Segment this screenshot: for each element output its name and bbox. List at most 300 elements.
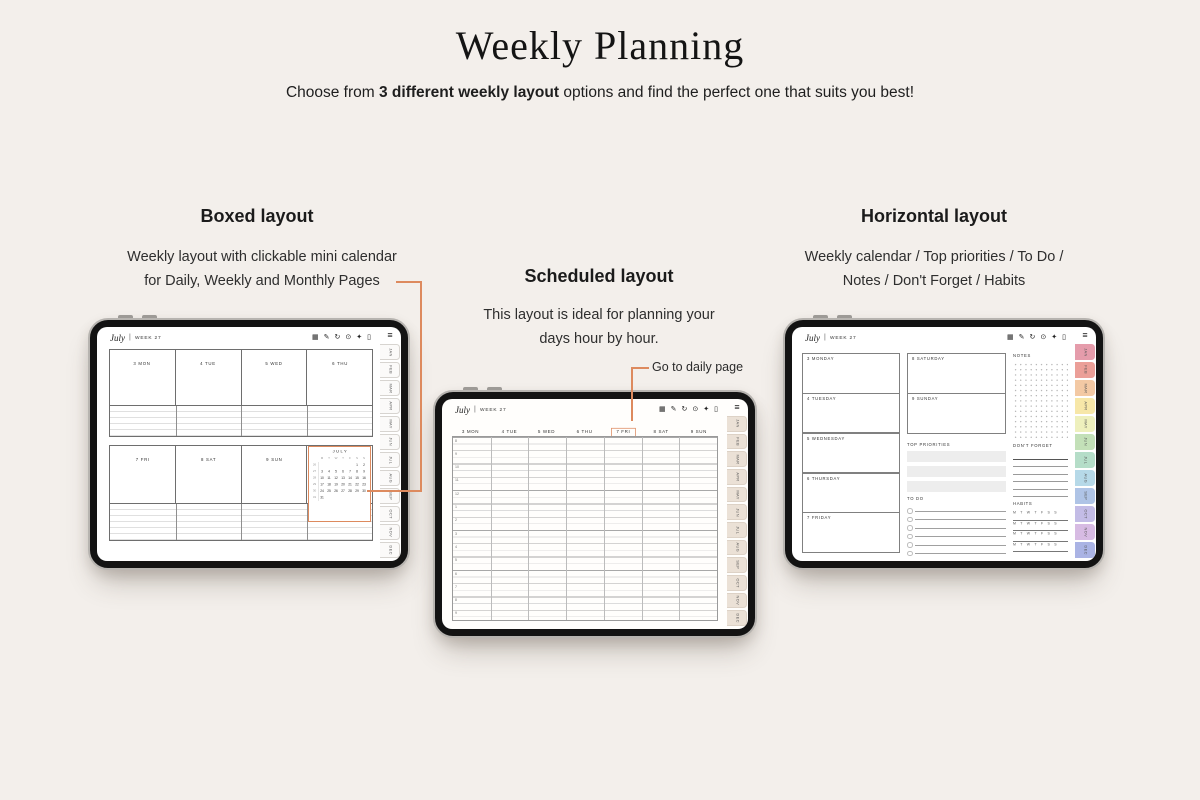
month-tab-label: AUG (734, 542, 739, 553)
mini-cal-weekday: T (328, 457, 331, 460)
mini-calendar[interactable] (308, 446, 371, 522)
habit-days-label: M T W T F S S (1013, 511, 1059, 515)
mini-cal-day-20[interactable]: 20 (341, 483, 346, 487)
habit-row[interactable] (1013, 531, 1068, 542)
dont-forget-line (1013, 490, 1068, 498)
volume-button (463, 387, 478, 390)
mini-cal-day-3[interactable]: 3 (321, 470, 324, 474)
pen-icon[interactable]: ✎ (1018, 334, 1025, 341)
month-tab-jul[interactable] (1075, 452, 1095, 468)
day-label: 5 WED (265, 362, 283, 367)
month-tab-label: JUL (1083, 455, 1087, 465)
month-tab-label: DEC (1083, 545, 1087, 555)
habit-row[interactable] (1013, 542, 1068, 553)
checkbox-circle[interactable] (907, 517, 913, 523)
day-cell-4-tue[interactable] (176, 350, 242, 405)
volume-button (118, 315, 133, 318)
header-separator: | (824, 334, 826, 341)
week-row-1 (110, 350, 372, 406)
mini-cal-day-4[interactable]: 4 (328, 470, 331, 474)
day-col-7-fri[interactable] (604, 421, 642, 435)
day-label: 8 SAT (200, 458, 216, 463)
month-tab-label: JUN (734, 507, 739, 517)
habits-tracker (1013, 510, 1068, 552)
volume-button (813, 315, 828, 318)
day-col-8-sat[interactable] (642, 421, 680, 435)
month-tab-oct[interactable] (1075, 506, 1095, 522)
month-tab-label: NOV (734, 595, 739, 606)
mini-cal-weekday: M (321, 457, 324, 460)
grid-separator (307, 406, 308, 436)
grid-separator (307, 504, 308, 540)
grid-separator (176, 406, 177, 436)
month-tab-jan[interactable] (380, 344, 400, 360)
day-label: 5 WEDNESDAY (807, 436, 845, 441)
month-tab-label: MAY (734, 489, 739, 500)
month-tab-jul[interactable] (380, 452, 400, 468)
header-separator: | (474, 406, 476, 413)
month-tab-label: OCT (734, 578, 739, 588)
mini-cal-day-19[interactable]: 19 (334, 483, 339, 487)
day-cell-5-wed[interactable] (242, 350, 308, 405)
planner-header (442, 399, 722, 420)
month-tab-nov[interactable] (727, 593, 747, 609)
weekend-boxes (907, 353, 1006, 434)
month-tab-label: APR (387, 401, 392, 411)
day-box-4-tuesday[interactable] (802, 393, 900, 434)
month-tab-apr[interactable] (380, 398, 400, 414)
volume-button (487, 387, 502, 390)
day-label: 3 MON (462, 430, 480, 435)
hour-label: 3 (455, 531, 457, 536)
month-tab-label: OCT (1083, 509, 1087, 519)
month-tab-label: SEP (734, 560, 739, 570)
month-tab-dec[interactable] (1075, 542, 1095, 558)
month-tab-label: NOV (387, 527, 392, 537)
subtitle-prefix: Choose from (285, 84, 379, 101)
go-to-daily-page-callout: Go to daily page (652, 360, 744, 374)
day-col-6-thu[interactable] (566, 421, 604, 435)
month-tab-jul[interactable] (727, 522, 747, 538)
mini-calendar-body (309, 447, 370, 521)
mini-cal-day-empty (361, 495, 368, 502)
month-tab-label: MAY (387, 419, 392, 429)
mini-cal-day-22[interactable]: 22 (355, 483, 360, 487)
month-tab-aug[interactable] (727, 540, 747, 556)
month-link[interactable]: July (110, 332, 125, 343)
pen-icon[interactable]: ✎ (323, 334, 330, 341)
mini-cal-week-number: 26 (311, 462, 319, 469)
habit-days-label: M T W T F S S (1013, 542, 1059, 546)
month-tab-nov[interactable] (380, 524, 400, 540)
hour-label: 6 (455, 571, 457, 576)
dont-forget-label: DON'T FORGET (1013, 444, 1053, 449)
month-tab-label: NOV (1083, 527, 1087, 537)
horizontal-desc-line1: Weekly calendar / Top priorities / To Do / (804, 249, 1064, 265)
planner-header (97, 327, 375, 348)
tablet-horizontal (783, 318, 1105, 570)
checkbox-circle[interactable] (907, 542, 913, 548)
hour-label: 2 (455, 518, 457, 523)
priority-field[interactable] (907, 466, 1006, 477)
month-tab-aug[interactable] (380, 470, 400, 486)
month-tab-mar[interactable] (727, 451, 747, 467)
boxed-connector-line (420, 281, 422, 492)
calendar-icon[interactable]: ▦ (1007, 334, 1014, 341)
month-tab-sep[interactable] (1075, 488, 1095, 504)
day-box-8-saturday[interactable] (907, 353, 1006, 394)
mini-cal-day-13[interactable]: 13 (341, 476, 346, 480)
mini-cal-day-6[interactable]: 6 (342, 470, 345, 474)
volume-button (837, 315, 852, 318)
scheduled-week-grid (452, 421, 718, 621)
dont-forget-line (1013, 452, 1068, 460)
month-tab-label: MAR (387, 383, 392, 393)
menu-icon[interactable]: ≡ (387, 330, 393, 340)
month-tab-label: JAN (734, 419, 739, 429)
month-tab-apr[interactable] (1075, 398, 1095, 414)
mini-cal-day-29[interactable]: 29 (355, 489, 360, 493)
month-tab-column (1075, 330, 1095, 558)
month-tab-feb[interactable] (380, 362, 400, 378)
day-header-row (452, 421, 718, 435)
mini-cal-day-28[interactable]: 28 (348, 489, 353, 493)
grid-separator (176, 504, 177, 540)
day-label: 9 SUN (265, 458, 283, 463)
day-label: 8 SATURDAY (912, 357, 945, 362)
subtitle-bold: 3 different weekly layout (379, 84, 560, 101)
notes-label: NOTES (1013, 354, 1031, 359)
mini-cal-day-15[interactable]: 15 (355, 476, 360, 480)
habit-row[interactable] (1013, 521, 1068, 532)
month-tab-feb[interactable] (1075, 362, 1095, 378)
horizontal-desc-line2: Notes / Don't Forget / Habits (842, 273, 1026, 289)
mini-cal-day-16[interactable]: 16 (362, 476, 367, 480)
mini-cal-day-18[interactable]: 18 (327, 483, 332, 487)
mini-cal-week-number: 30 (311, 488, 319, 495)
to-do-row (907, 548, 1006, 557)
day-box-9-sunday[interactable] (907, 393, 1006, 434)
to-do-row (907, 505, 1006, 514)
month-tab-apr[interactable] (727, 469, 747, 485)
month-tab-nov[interactable] (1075, 524, 1095, 540)
horizontal-layout-description (774, 245, 1094, 293)
boxed-week-grid (109, 349, 373, 551)
month-tab-label: MAR (734, 454, 739, 465)
day-label: 5 WED (538, 430, 556, 435)
grid-separator (491, 437, 492, 620)
month-tab-label: FEB (387, 365, 392, 375)
day-label: 3 MONDAY (807, 357, 835, 362)
clock-icon[interactable]: ⊙ (1040, 334, 1047, 341)
page-icon[interactable]: ▯ (1062, 334, 1066, 341)
month-tab-label: JUL (387, 455, 392, 465)
notes-dot-grid[interactable] (1013, 362, 1068, 438)
month-tab-aug[interactable] (1075, 470, 1095, 486)
month-tab-label: JAN (387, 347, 392, 357)
day-label: 6 THU (577, 430, 593, 435)
mini-cal-day-26[interactable]: 26 (334, 489, 339, 493)
to-do-list (907, 505, 1006, 556)
page-icon[interactable]: ▯ (714, 406, 718, 413)
month-tab-jun[interactable] (727, 504, 747, 520)
menu-icon[interactable]: ≡ (734, 402, 740, 412)
weekday-column (802, 353, 900, 553)
checkbox-circle[interactable] (907, 551, 913, 557)
day-cell-6-thu[interactable] (307, 350, 372, 405)
habit-days-label: M T W T F S S (1013, 521, 1059, 525)
day-box-5-wednesday[interactable] (802, 433, 900, 474)
month-tab-mar[interactable] (380, 380, 400, 396)
page-icon[interactable]: ▯ (367, 334, 371, 341)
checkbox-circle[interactable] (907, 525, 913, 531)
header-icons (659, 406, 718, 413)
mini-cal-day-2[interactable]: 2 (363, 463, 366, 467)
week-label: WEEK 27 (134, 335, 162, 340)
scheduled-connector-line (631, 367, 633, 421)
clock-icon[interactable]: ⊙ (345, 334, 352, 341)
hour-label: 1 (455, 505, 457, 509)
pen-icon[interactable]: ✎ (670, 406, 677, 413)
volume-button (142, 315, 157, 318)
top-priorities-list (907, 451, 1006, 492)
sync-icon[interactable]: ↻ (1029, 334, 1036, 341)
day-label: 6 THURSDAY (807, 476, 841, 481)
mini-cal-day-30[interactable]: 30 (362, 489, 367, 493)
checkbox-circle[interactable] (907, 534, 913, 540)
day-label: 7 FRI (611, 428, 636, 437)
planner-header (792, 327, 1070, 348)
month-tab-label: MAY (1083, 419, 1087, 429)
month-tab-jan[interactable] (727, 416, 747, 432)
to-do-row (907, 514, 1006, 523)
hour-label: 8 (455, 598, 457, 602)
calendar-icon[interactable]: ▦ (312, 334, 319, 341)
month-tab-label: APR (1083, 401, 1087, 411)
grid-separator (528, 437, 529, 620)
month-tab-label: APR (734, 472, 739, 482)
month-link[interactable]: July (805, 332, 820, 343)
month-tab-dec[interactable] (727, 610, 747, 626)
mini-cal-day-27[interactable]: 27 (341, 489, 346, 493)
calendar-icon[interactable]: ▦ (659, 406, 666, 413)
horizontal-week-grid (802, 353, 1068, 553)
day-label: 4 TUE (200, 362, 217, 367)
mini-cal-weekday: W (334, 457, 338, 460)
grid-separator (241, 406, 242, 436)
page-title: Weekly Planning (455, 23, 745, 68)
hour-label: 9 (455, 611, 457, 616)
sparkle-icon[interactable]: ✦ (703, 406, 710, 413)
hour-label: 10 (455, 465, 459, 469)
day-col-5-wed[interactable] (528, 421, 566, 435)
month-tab-label: FEB (734, 437, 739, 446)
day-box-3-monday[interactable] (802, 353, 900, 394)
to-do-row (907, 522, 1006, 531)
sparkle-icon[interactable]: ✦ (1051, 334, 1058, 341)
mini-cal-day-10[interactable]: 10 (320, 476, 325, 480)
mini-cal-day-14[interactable]: 14 (348, 476, 353, 480)
boxed-desc-line2: for Daily, Weekly and Monthly Pages (144, 273, 380, 289)
planner-screen-boxed (97, 327, 401, 561)
grid-separator (679, 437, 680, 620)
hour-label: 8 (455, 438, 457, 443)
day-col-4-tue[interactable] (490, 421, 528, 435)
subtitle-suffix: options and find the perfect one that suits you best! (559, 84, 915, 101)
month-tab-sep[interactable] (727, 557, 747, 573)
month-tab-oct[interactable] (727, 575, 747, 591)
day-box-6-thursday[interactable] (802, 473, 900, 514)
horizontal-layout-heading: Horizontal layout (860, 206, 1007, 226)
mini-cal-day-12[interactable]: 12 (334, 476, 339, 480)
month-tab-mar[interactable] (1075, 380, 1095, 396)
priority-field[interactable] (907, 451, 1006, 462)
mini-cal-day-5[interactable]: 5 (335, 470, 338, 474)
mini-cal-day-9[interactable]: 9 (363, 470, 366, 474)
mini-cal-day-11[interactable]: 11 (327, 476, 331, 480)
scheduled-desc-line2: days hour by hour. (539, 331, 659, 347)
scheduled-layout-heading: Scheduled layout (524, 266, 674, 286)
month-tab-label: SEP (387, 491, 392, 501)
day-label: 8 SAT (653, 430, 669, 435)
hour-label: 7 (455, 584, 457, 589)
grid-separator (642, 437, 643, 620)
grid-separator (566, 437, 567, 620)
dont-forget-line (1013, 467, 1068, 475)
mini-cal-day-25[interactable]: 25 (327, 489, 332, 493)
grid-separator (241, 504, 242, 540)
dont-forget-line (1013, 460, 1068, 468)
priority-field[interactable] (907, 481, 1006, 492)
day-label: 7 FRIDAY (807, 516, 832, 521)
checkbox-circle[interactable] (907, 508, 913, 514)
month-tab-may[interactable] (1075, 416, 1095, 432)
dont-forget-line (1013, 482, 1068, 490)
boxed-connector-line (396, 281, 422, 283)
page-subtitle (0, 84, 1200, 102)
month-tab-column (380, 330, 400, 558)
month-tab-feb[interactable] (727, 434, 747, 450)
habits-label: HABITS (1013, 502, 1033, 507)
week-label: WEEK 27 (479, 407, 507, 412)
day-label: 9 SUN (690, 430, 708, 435)
month-tab-label: OCT (387, 509, 392, 519)
month-tab-may[interactable] (380, 416, 400, 432)
to-do-label: TO DO (907, 497, 924, 502)
scheduled-connector-line (631, 367, 649, 369)
mini-cal-week-number: 28 (311, 475, 319, 482)
month-tab-label: MAR (1083, 383, 1087, 393)
boxed-layout-description (87, 245, 437, 293)
weekend-column (907, 353, 1006, 553)
to-do-line (915, 528, 1006, 529)
to-do-row (907, 531, 1006, 540)
mini-cal-weekday: F (349, 457, 352, 460)
mini-cal-week-number: 31 (311, 495, 319, 502)
sync-icon[interactable]: ↻ (334, 334, 341, 341)
mini-cal-day-31[interactable]: 31 (320, 496, 325, 500)
habit-row[interactable] (1013, 510, 1068, 521)
month-tab-column (727, 402, 747, 626)
header-icons (312, 334, 371, 341)
mini-cal-day-23[interactable]: 23 (362, 483, 367, 487)
month-tab-label: SEP (1083, 491, 1087, 501)
day-cell-8-sat[interactable] (176, 446, 242, 503)
day-label: 4 TUE (501, 430, 517, 435)
hour-label: 9 (455, 451, 457, 456)
tablet-scheduled (433, 390, 757, 638)
schedule-grid[interactable] (452, 436, 718, 621)
clock-icon[interactable]: ⊙ (692, 406, 699, 413)
day-col-9-sun[interactable] (680, 421, 718, 435)
mini-calendar-grid (311, 456, 370, 502)
scheduled-layout-description (449, 303, 749, 351)
month-tab-label: FEB (1083, 365, 1087, 375)
sparkle-icon[interactable]: ✦ (356, 334, 363, 341)
to-do-line (915, 536, 1006, 537)
hour-label: 4 (455, 544, 457, 549)
month-tab-label: AUG (387, 473, 392, 483)
month-tab-dec[interactable] (380, 542, 400, 558)
mini-cal-day-7[interactable]: 7 (349, 470, 352, 474)
day-cell-3-mon[interactable] (110, 350, 176, 405)
to-do-line (915, 553, 1006, 554)
month-tab-may[interactable] (727, 487, 747, 503)
top-priorities-label: TOP PRIORITIES (907, 443, 951, 448)
header-separator: | (129, 334, 131, 341)
notes-column (1013, 353, 1068, 553)
sync-icon[interactable]: ↻ (681, 406, 688, 413)
month-tab-label: AUG (1083, 473, 1087, 483)
mini-cal-weekday: S (363, 457, 366, 460)
day-label: 7 FRI (135, 458, 150, 463)
tablet-boxed (88, 318, 410, 570)
mini-cal-day-21[interactable]: 21 (348, 483, 353, 487)
day-col-3-mon[interactable] (452, 421, 490, 435)
week-label: WEEK 27 (829, 335, 857, 340)
to-do-line (915, 545, 1006, 546)
dont-forget-lines[interactable] (1013, 452, 1068, 497)
planner-screen-scheduled (442, 399, 748, 629)
ruled-lines[interactable] (110, 406, 372, 436)
month-tab-label: JUL (734, 525, 739, 534)
day-cell-7-fri[interactable] (110, 446, 176, 503)
mini-calendar-title: JULY (332, 449, 349, 454)
menu-icon[interactable]: ≡ (1082, 330, 1088, 340)
month-tab-jun[interactable] (380, 434, 400, 450)
mini-cal-day-1[interactable]: 1 (356, 463, 359, 467)
mini-cal-day-8[interactable]: 8 (356, 470, 359, 474)
mini-cal-weekday: T (342, 457, 345, 460)
month-tab-oct[interactable] (380, 506, 400, 522)
scheduled-desc-line1: This layout is ideal for planning your (483, 307, 715, 323)
dont-forget-line (1013, 475, 1068, 483)
month-link[interactable]: July (455, 404, 470, 415)
to-do-line (915, 519, 1006, 520)
mini-cal-day-24[interactable]: 24 (320, 489, 325, 493)
month-tab-jan[interactable] (1075, 344, 1095, 360)
mini-cal-week-number: 29 (311, 482, 319, 489)
day-label: 3 MON (133, 362, 152, 367)
month-tab-label: DEC (734, 613, 739, 623)
month-tab-label: JAN (1083, 347, 1087, 357)
day-box-7-friday[interactable] (802, 512, 900, 553)
mini-cal-day-17[interactable]: 17 (320, 483, 325, 487)
day-label: 4 TUESDAY (807, 396, 837, 402)
day-label: 9 SUNDAY (912, 397, 939, 402)
day-cell-9-sun[interactable] (242, 446, 308, 503)
month-tab-jun[interactable] (1075, 434, 1095, 450)
